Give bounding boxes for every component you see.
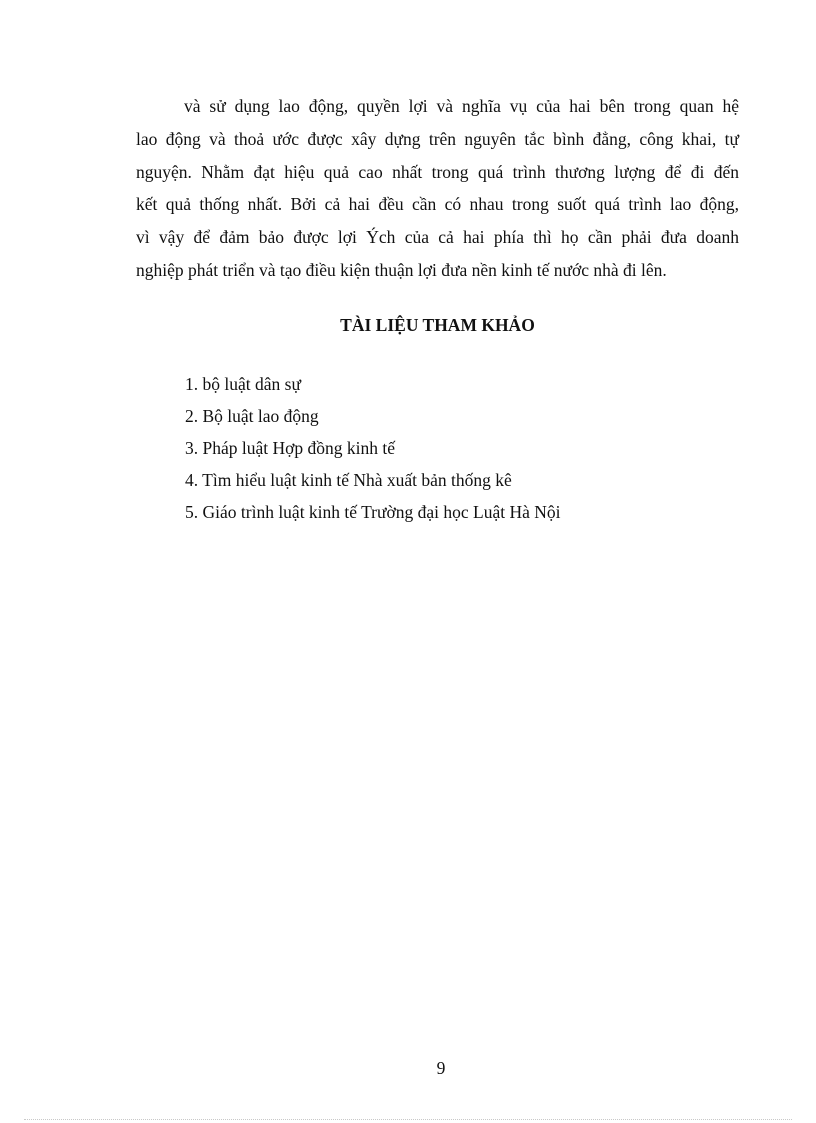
page-bottom-border	[24, 1119, 792, 1120]
reference-item: 1. bộ luật dân sự	[185, 374, 301, 394]
references-list	[185, 368, 561, 528]
paragraph-line: và sử dụng lao động, quyền lợi và nghĩa vụ của hai bên trong quan hệ	[184, 96, 739, 116]
paragraph-line: vì vậy để đảm bảo được lợi Ých của cả hai phía thì họ cần phải đưa doanh	[136, 227, 739, 248]
body-paragraph	[136, 90, 739, 287]
reference-item: 4. Tìm hiểu luật kinh tế Nhà xuất bản thống kê	[185, 470, 512, 490]
reference-item: 5. Giáo trình luật kinh tế Trường đại học Luật Hà Nội	[185, 502, 561, 522]
reference-item: 3. Pháp luật Hợp đồng kinh tế	[185, 438, 395, 458]
references-title: TÀI LIỆU THAM KHẢO	[340, 315, 535, 335]
paragraph-line: nguyện. Nhằm đạt hiệu quả cao nhất trong quá trình thương lượng để đi đến	[136, 161, 739, 182]
paragraph-line: lao động và thoả ước được xây dựng trên nguyên tắc bình đẳng, công khai, tự	[136, 128, 739, 149]
page-number: 9	[436, 1058, 446, 1078]
paragraph-line: nghiệp phát triển và tạo điều kiện thuận lợi đưa nền kinh tế nước nhà đi lên.	[136, 259, 667, 280]
paragraph-line: kết quả thống nhất. Bởi cả hai đều cần có nhau trong suốt quá trình lao động,	[136, 194, 739, 215]
reference-item: 2. Bộ luật lao động	[185, 406, 319, 426]
